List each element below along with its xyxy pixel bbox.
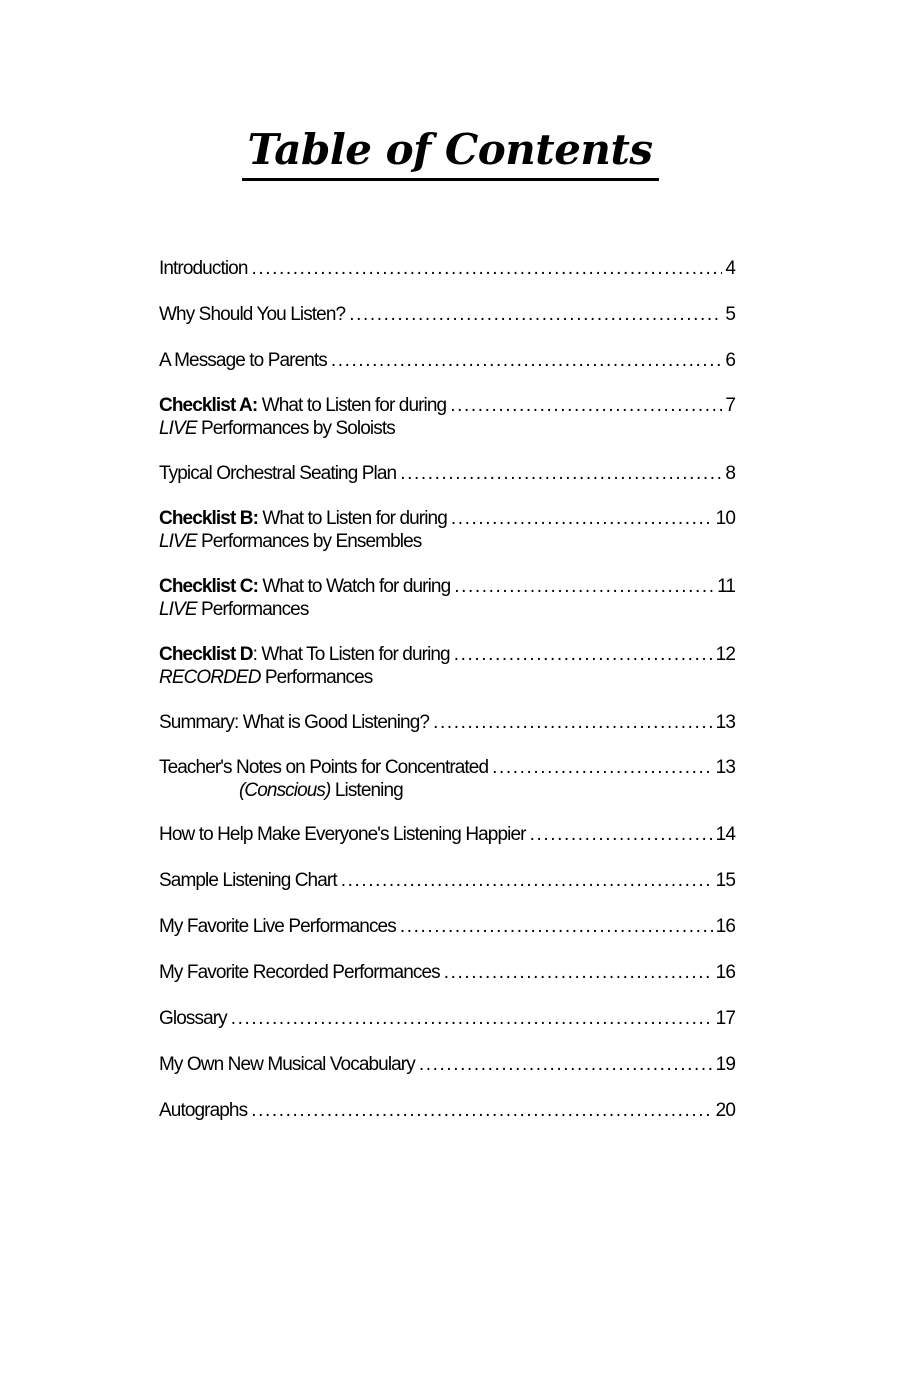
toc-entry-favorite-recorded bbox=[159, 961, 735, 984]
toc-entry-line bbox=[159, 961, 735, 984]
toc-entry-title: Glossary bbox=[159, 1008, 227, 1029]
toc-entry-bold-label: Checklist B: bbox=[159, 508, 259, 529]
toc-entry-line bbox=[159, 823, 735, 846]
toc-entry-line bbox=[159, 303, 735, 326]
toc-entry-subtitle-text: Performances by Ensembles bbox=[196, 531, 422, 552]
dot-leader bbox=[331, 349, 722, 372]
toc-entry-checklist-d bbox=[159, 643, 735, 689]
toc-entry-title-text: : What To Listen for during bbox=[252, 644, 450, 665]
toc-entry-page: 17 bbox=[715, 1008, 735, 1029]
toc-entry-line bbox=[159, 394, 735, 417]
toc-entry-subtitle-emphasis: LIVE bbox=[159, 531, 197, 552]
toc-entry-summary bbox=[159, 711, 735, 734]
toc-entry-title: Introduction bbox=[159, 258, 248, 279]
toc-entry-title bbox=[159, 575, 450, 598]
toc-entry-title: Teacher's Notes on Points for Concentrated bbox=[159, 757, 489, 778]
toc-entry-checklist-a bbox=[159, 394, 735, 440]
toc-entry-sample-chart bbox=[159, 869, 735, 892]
toc-entry-title: My Favorite Live Performances bbox=[159, 916, 396, 937]
toc-entry-title: Summary: What is Good Listening? bbox=[159, 712, 430, 733]
toc-entry-line bbox=[159, 711, 735, 734]
dot-leader bbox=[492, 756, 713, 779]
dot-leader bbox=[444, 961, 713, 984]
toc-entry-title: Autographs bbox=[159, 1100, 248, 1121]
dot-leader bbox=[450, 394, 722, 417]
toc-entry-page: 11 bbox=[717, 576, 735, 597]
dot-leader bbox=[251, 1099, 712, 1122]
toc-entry-line bbox=[159, 1053, 735, 1076]
toc-entry-title-text: What to Watch for during bbox=[258, 576, 451, 597]
toc-entry-subtitle bbox=[159, 779, 735, 802]
toc-entry-subtitle-text: Performances by Soloists bbox=[196, 418, 395, 439]
toc-entry-title: My Favorite Recorded Performances bbox=[159, 962, 440, 983]
toc-entry-subtitle-emphasis: RECORDED bbox=[159, 667, 261, 688]
toc-entry-title: Why Should You Listen? bbox=[159, 304, 346, 325]
toc-entry-page: 5 bbox=[725, 304, 735, 325]
toc-entry-subtitle-emphasis: (Conscious) bbox=[239, 780, 331, 801]
toc-entry-title: A Message to Parents bbox=[159, 350, 327, 371]
dot-leader bbox=[400, 915, 713, 938]
toc-entry-listening-happier bbox=[159, 823, 735, 846]
toc-entry-title bbox=[159, 643, 450, 666]
page-title: Table of Contents bbox=[242, 122, 659, 181]
toc-entry-introduction bbox=[159, 257, 735, 280]
toc-entry-line bbox=[159, 1007, 735, 1030]
dot-leader bbox=[341, 869, 713, 892]
toc-entry-bold-label: Checklist A: bbox=[159, 395, 258, 416]
toc-entry-bold-label: Checklist D bbox=[159, 644, 253, 665]
toc-entry-title bbox=[159, 507, 447, 530]
toc-entry-why-listen bbox=[159, 303, 735, 326]
toc-entry-line bbox=[159, 349, 735, 372]
toc-entry-page: 4 bbox=[725, 258, 735, 279]
toc-entry-title: My Own New Musical Vocabulary bbox=[159, 1054, 415, 1075]
toc-entry-page: 6 bbox=[725, 350, 735, 371]
toc-entry-page: 12 bbox=[715, 644, 735, 665]
dot-leader bbox=[451, 507, 713, 530]
dot-leader bbox=[400, 462, 722, 485]
toc-entry-subtitle bbox=[159, 598, 735, 621]
toc-entry-title: Sample Listening Chart bbox=[159, 870, 337, 891]
toc-entry-page: 13 bbox=[715, 712, 735, 733]
toc-entry-subtitle-text: Performances bbox=[196, 599, 309, 620]
toc-entry-title bbox=[159, 394, 446, 417]
dot-leader bbox=[454, 575, 714, 598]
dot-leader bbox=[419, 1053, 713, 1076]
toc-entry-page: 20 bbox=[715, 1100, 735, 1121]
toc-entry-message-to-parents bbox=[159, 349, 735, 372]
toc-entry-favorite-live bbox=[159, 915, 735, 938]
dot-leader bbox=[252, 257, 723, 280]
toc-entry-teachers-notes bbox=[159, 756, 735, 802]
toc-entry-page: 8 bbox=[725, 463, 735, 484]
dot-leader bbox=[349, 303, 722, 326]
toc-entry-subtitle bbox=[159, 530, 735, 553]
toc-entry-line bbox=[159, 1099, 735, 1122]
toc-entry-page: 16 bbox=[715, 962, 735, 983]
toc-entry-page: 7 bbox=[725, 395, 735, 416]
toc-entry-page: 16 bbox=[715, 916, 735, 937]
toc-entry-page: 15 bbox=[715, 870, 735, 891]
toc-entry-page: 19 bbox=[715, 1054, 735, 1075]
toc-entry-page: 14 bbox=[715, 824, 735, 845]
toc-entry-seating-plan bbox=[159, 462, 735, 485]
title-container bbox=[0, 122, 900, 181]
dot-leader bbox=[433, 711, 713, 734]
toc-entry-vocabulary bbox=[159, 1053, 735, 1076]
dot-leader bbox=[231, 1007, 713, 1030]
toc-entry-subtitle bbox=[159, 417, 735, 440]
toc-entry-autographs bbox=[159, 1099, 735, 1122]
toc-entry-title-text: What to Listen for during bbox=[257, 395, 447, 416]
toc-entry-subtitle bbox=[159, 666, 735, 689]
toc-entry-line bbox=[159, 507, 735, 530]
toc-entry-checklist-b bbox=[159, 507, 735, 553]
dot-leader bbox=[454, 643, 713, 666]
toc-entry-bold-label: Checklist C: bbox=[159, 576, 259, 597]
toc-entry-subtitle-text: Listening bbox=[330, 780, 403, 801]
toc-entry-glossary bbox=[159, 1007, 735, 1030]
toc-entry-title-text: What to Listen for during bbox=[258, 508, 447, 529]
toc-entry-page: 13 bbox=[715, 757, 735, 778]
dot-leader bbox=[530, 823, 713, 846]
toc-entry-title: How to Help Make Everyone's Listening Happier bbox=[159, 824, 526, 845]
toc-entry-line bbox=[159, 575, 735, 598]
toc-entry-line bbox=[159, 915, 735, 938]
toc-entry-line bbox=[159, 462, 735, 485]
toc-list bbox=[159, 257, 735, 1122]
toc-entry-line bbox=[159, 257, 735, 280]
toc-entry-line bbox=[159, 643, 735, 666]
toc-entry-line bbox=[159, 869, 735, 892]
toc-entry-subtitle-emphasis: LIVE bbox=[159, 418, 197, 439]
toc-entry-subtitle-text: Performances bbox=[260, 667, 373, 688]
toc-entry-checklist-c bbox=[159, 575, 735, 621]
toc-entry-subtitle-emphasis: LIVE bbox=[159, 599, 197, 620]
toc-entry-page: 10 bbox=[715, 508, 735, 529]
toc-entry-line bbox=[159, 756, 735, 779]
toc-entry-title: Typical Orchestral Seating Plan bbox=[159, 463, 397, 484]
